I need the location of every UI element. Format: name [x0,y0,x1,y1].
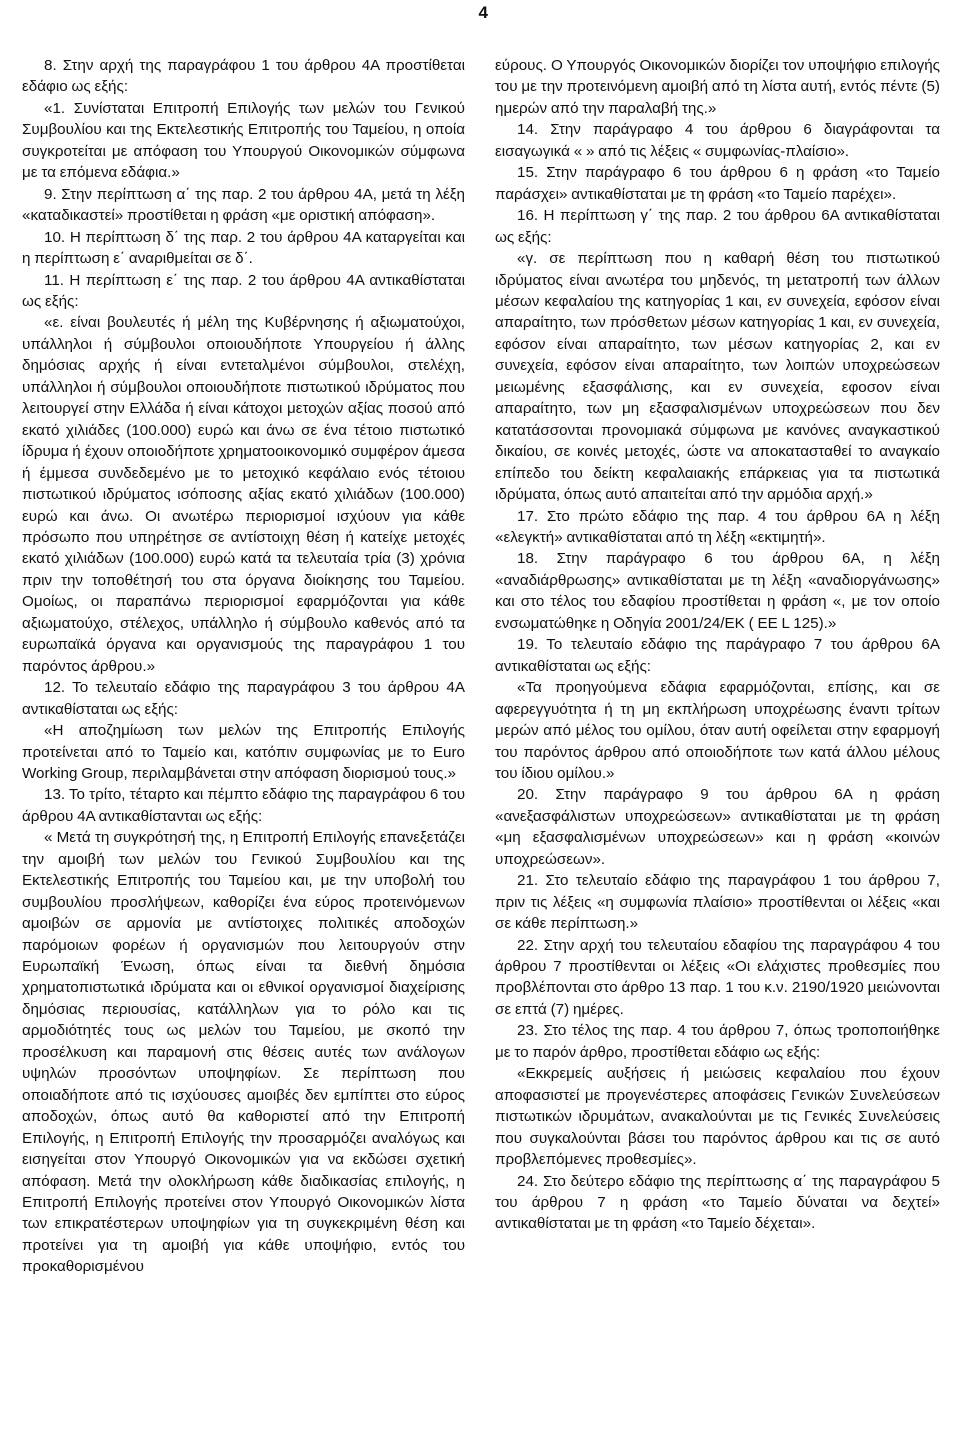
paragraph: «γ. σε περίπτωση που η καθαρή θέση του πιστωτικού ιδρύματος είναι ανωτέρα του μηδενός, τη μετατροπή των άλλων μέσων κεφαλαίου της κατηγορίας 1 και, εν συνεχεία, εφόσον είναι απαραίτητο, των πρόσθετων μέσων κατηγορίας 1 και, εν συνεχεία, εφόσον είναι απαραίτητο, των μέσων κατηγορίας 2, και εν συνεχεία, εφόσον είναι απαραίτητο, των λοιπών υποχρεώσεων μειωμένης εξασφάλισης, και εν συνεχεία, εφοσον είναι απαραίτητο, των μη εξασφαλισμένων υποχρεώσεων που δεν κατατάσσονται προνομιακά σύμφωνα με κανόνες αναγκαστικού δικαίου, σε κοινές μετοχές, ώστε να αποκατασταθεί το αναγκαίο επίπεδο του δείκτη κεφαλαιακής επάρκειας για τα πιστωτικά ιδρύματα, όπως αυτό απαιτείται από την αρμόδια αρχή.» [495,250,940,504]
paragraph: 24. Στο δεύτερο εδάφιο της περίπτωσης α΄ της παραγράφου 5 του άρθρου 7 η φράση «το Ταμείο δύναται να δεχτεί» αντικαθίσταται με τη φράση «το Ταμείο δέχεται». [495,1172,940,1233]
paragraph: 17. Στο πρώτο εδάφιο της παρ. 4 του άρθρου 6Α η λέξη «ελεγκτή» αντικαθίσταται από τη λέξη «εκτιμητή». [495,507,940,546]
paragraph: 22. Στην αρχή του τελευταίου εδαφίου της παραγράφου 4 του άρθρου 7 προστίθενται οι λέξεις «Οι ελάχιστες προθεσμίες που προβλέπονται στο άρθρο 13 παρ. 1 του κ.ν. 2190/1920 μειώνονται σε επτά (7) ημέρες. [495,936,940,1018]
paragraph: 10. Η περίπτωση δ΄ της παρ. 2 του άρθρου 4Α καταργείται και η περίπτωση ε΄ αναριθμείται σε δ΄. [22,228,465,268]
right-column [495,55,940,1235]
paragraph: 8. Στην αρχή της παραγράφου 1 του άρθρου 4Α προστίθεται εδάφιο ως εξής: [22,57,465,96]
paragraph: «1. Συνίσταται Επιτροπή Επιλογής των μελών του Γενικού Συμβουλίου και της Εκτελεστικής Επιτροπής του Ταμείου, η οποία συγκροτείται με απόφαση του Υπουργού Οικονομικών σύμφωνα με τα επόμενα εδάφια.» [22,99,465,182]
paragraph: 9. Στην περίπτωση α΄ της παρ. 2 του άρθρου 4Α, μετά τη λέξη «καταδικαστεί» προστίθεται η φράση «με οριστική απόφαση». [22,185,465,225]
paragraph: 11. Η περίπτωση ε΄ της παρ. 2 του άρθρου 4Α αντικαθίσταται ως εξής: [22,271,465,310]
paragraph: «Εκκρεμείς αυξήσεις ή μειώσεις κεφαλαίου που έχουν αποφασιστεί με προγενέστερες αποφάσεις Γενικών Συνελεύσεων πιστωτικών ιδρυμάτων, ανακαλούνται με τις Γενικές Συνελεύσεις που συγκαλούνται βάσει του παρόντος άρθρου και τις σε αυτό προβλεπόμενες προθεσμίες». [495,1065,940,1169]
paragraph: « Μετά τη συγκρότησή της, η Επιτροπή Επιλογής επανεξετάζει την αμοιβή των μελών του Γενικού Συμβουλίου και της Εκτελεστικής Επιτροπής του Ταμείου και, με την υποβολή του συμβουλίου προσλήψεων, καθορίζει ένα εύρος προτεινόμενων αμοιβών σε αρμονία με αντίστοιχες πολιτικές αποδοχών παρόμοιων φορέων ή οργανισμών που λειτουργούν στην Ευρωπαϊκή Ένωση, όπως είναι τα διεθνή δημόσια χρηματοπιστωτικά ιδρύματα και οι εθνικοί οργανισμοί διαχείρισης δημόσιας περιουσίας, κατάλληλων για το ρόλο και τις αρμοδιότητές τους ως μελών του Ταμείου, με σκοπό την προσέλκυση και παραμονή στις θέσεις αυτές των ανάλογων υψηλών προσόντων υποψηφίων. Σε περίπτωση που οποιαδήποτε από τις ισχύουσες αμοιβές δεν εμπίπτει στο εύρος αποδοχών, όπως αυτό θα καθοριστεί από την Επιτροπή Επιλογής, η Επιτροπή Επιλογής την προσαρμόζει αναλόγως και εισηγείται στον Υπουργό Οικονομικών για να εκδώσει σχετική απόφαση. Μετά την ολοκλήρωση κάθε διαδικασίας επιλογής, η Επιτροπή Επιλογής προτείνει στον Υπουργό Οικονομικών λίστα των επικρατέστερων υποψηφίων για τη συγκεκριμένη θέση και προτείνει για τη αμοιβή για κάθε υποψήφιο, εντός του προκαθορισμένου [22,829,465,1276]
paragraph: 18. Στην παράγραφο 6 του άρθρου 6Α, η λέξη «αναδιάρθρωσης» αντικαθίσταται με τη λέξη «αναδιοργάνωσης» και στο τέλος του εδαφίου προστίθεται η φράση «, με τον οποίο ενσωματώθηκε η Οδηγία 2001/24/ΕΚ ( ΕΕ L 125).» [495,550,940,632]
paragraph: «Η αποζημίωση των μελών της Επιτροπής Επιλογής προτείνεται από το Ταμείο και, κατόπιν συμφωνίας με το Euro Working Group, περιλαμβάνεται στην απόφαση διορισμού τους.» [22,722,465,782]
paragraph: 21. Στο τελευταίο εδάφιο της παραγράφου 1 του άρθρου 7, πριν τις λέξεις «η συμφωνία πλαίσιο» προστίθενται οι λέξεις «και σε κάθε περίπτωση.» [495,872,940,933]
paragraph: 23. Στο τέλος της παρ. 4 του άρθρου 7, όπως τροποποιήθηκε με το παρόν άρθρο, προστίθεται εδάφιο ως εξής: [495,1022,940,1061]
paragraph: 19. Το τελευταίο εδάφιο της παράγραφο 7 του άρθρου 6Α αντικαθίσταται ως εξής: [495,636,940,675]
page-number: 4 [478,3,488,22]
paragraph: 13. Το τρίτο, τέταρτο και πέμπτο εδάφιο της παραγράφου 6 του άρθρου 4Α αντικαθίστανται ως εξής: [22,786,465,825]
paragraph: 16. Η περίπτωση γ΄ της παρ. 2 του άρθρου 6Α αντικαθίσταται ως εξής: [495,207,940,246]
paragraph: 15. Στην παράγραφο 6 του άρθρου 6 η φράση «το Ταμείο παράσχει» αντικαθίσταται με τη φράση «το Ταμείο παρέχει». [495,164,940,203]
paragraph: εύρους. Ο Υπουργός Οικονομικών διορίζει τον υποψήφιο επιλογής του με την προτεινόμενη αμοιβή από τη λίστα αυτή, εντός πέντε (5) ημερών από την παραλαβή της.» [495,57,940,117]
paragraph: 20. Στην παράγραφο 9 του άρθρου 6Α η φράση «ανεξασφάλιστων υποχρεώσεων» αντικαθίσταται με τη φράση «μη εξασφαλισμένων υποχρεώσεων» και η φράση «κοινών υποχρεώσεων». [495,786,940,868]
paragraph: «Τα προηγούμενα εδάφια εφαρμόζονται, επίσης, και σε αφερεγγυότητα ή τη μη εκπλήρωση υποχρέωσης έναντι τρίτων μερών από μέλος του ομίλου, όταν αυτή οφείλεται στην εφαρμογή του παρόντος άρθρου από οποιοδήποτε των κατά άλλου μέλους του ίδιου ομίλου.» [495,679,940,782]
paragraph: «ε. είναι βουλευτές ή μέλη της Κυβέρνησης ή αξιωματούχοι, υπάλληλοι ή σύμβουλοι οποιουδήποτε Υπουργείου ή άλλης δημόσιας αρχής ή είναι εντεταλμένοι σύμβουλοι, στελέχη, υπάλληλοι ή σύμβουλοι οποιουδήποτε πιστωτικού ιδρύματος που λειτουργεί στην Ελλάδα ή είναι κάτοχοι μετοχών αξίας ποσού από εκατό χιλιάδες (100.000) ευρώ και άνω σε ένα τέτοιο πιστωτικό ίδρυμα ή έχουν οποιοδήποτε χρηματοοικονομικό συμφέρον άμεσα ή έμμεσα συνδεδεμένο με το μετοχικό κεφάλαιο ενός τέτοιου πιστωτικού ιδρύματος ισόποσης αξίας εκατό χιλιάδων (100.000) ευρώ και άνω. Οι ανωτέρω περιορισμοί ισχύουν για κάθε πρόσωπο που υπηρέτησε σε αντίστοιχη θέση ή κατείχε μετοχές εκατό χιλιάδων (100.000) ευρώ κατά τα τελευταία τρία (3) χρόνια πριν την τοποθέτησή του στα όργανα διοίκησης του Ταμείου. Ομοίως, οι παραπάνω περιορισμοί εφαρμόζονται για κάθε αξιωματούχο, στέλεχος, υπάλληλο ή σύμβουλο καθενός από τα ευρωπαϊκά όργανα και οργανισμούς της παραγράφου 1 του παρόντος άρθρου.» [22,314,465,675]
paragraph: 12. Το τελευταίο εδάφιο της παραγράφου 3 του άρθρου 4Α αντικαθίσταται ως εξής: [22,679,465,718]
left-column [22,55,465,1278]
paragraph: 14. Στην παράγραφο 4 του άρθρου 6 διαγράφονται τα εισαγωγικά « » από τις λέξεις « συμφωνίας-πλαίσιο». [495,121,940,160]
